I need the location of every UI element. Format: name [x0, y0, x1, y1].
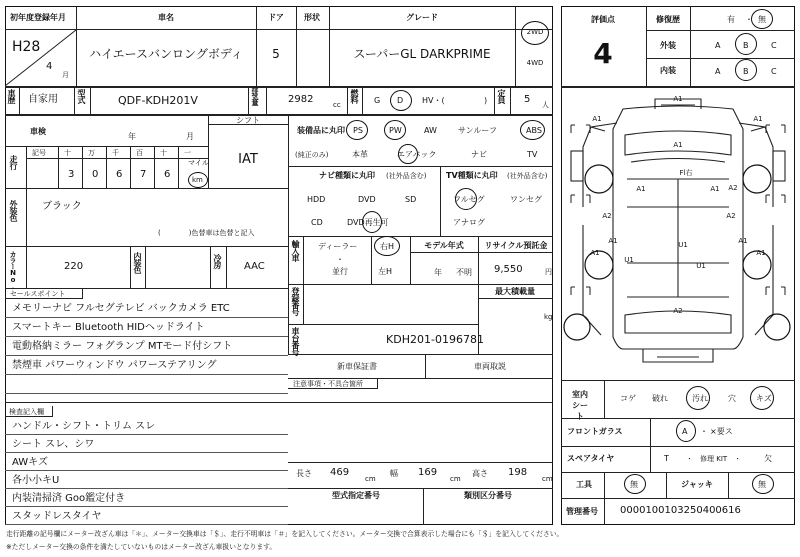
- in-lines-line: ハンドル・シフト・トリム スレ: [12, 421, 156, 432]
- diagram-mark: A1: [592, 115, 602, 123]
- diagram-mark: A1: [608, 237, 618, 245]
- tools-circle: [624, 474, 646, 494]
- equip-airbag: エアバック: [397, 150, 437, 159]
- chassis-label: 車台番号: [291, 327, 300, 355]
- scratch-circle: [750, 386, 774, 410]
- mileage-digit-1: 3: [68, 169, 75, 180]
- navi-sd: SD: [405, 195, 417, 204]
- reg-era: H28: [12, 39, 41, 55]
- disp-label: 排気量: [251, 87, 259, 105]
- seat-burn: コゲ: [620, 394, 636, 403]
- diagram-mark: A1: [710, 185, 720, 193]
- import-label: 輸入車: [291, 240, 300, 261]
- model-year-year: 年: [434, 268, 442, 277]
- navi-label: ナビ種類に丸印: [319, 171, 375, 180]
- mileage-header-1: 十: [64, 149, 71, 157]
- import-right: 右H: [380, 242, 395, 251]
- color-no: 220: [64, 261, 84, 272]
- windshield-label: フロントガラス: [567, 427, 623, 436]
- int-grade-c: C: [771, 67, 777, 76]
- mileage-unit-mile: マイル: [188, 159, 209, 167]
- equipment-sublabel: (純正のみ): [295, 151, 329, 159]
- inspection-label: 車検: [30, 127, 46, 136]
- equip-aw: AW: [424, 126, 437, 135]
- seat-stain: 汚れ: [692, 394, 708, 403]
- recycle-label: リサイクル預託金: [484, 241, 548, 250]
- selling-points-label: セールスポイント: [10, 290, 66, 298]
- mileage-header-6: 一: [184, 149, 191, 157]
- mileage-digit-3: 6: [116, 169, 123, 180]
- drive-4wd: 4WD: [526, 59, 544, 67]
- inspection-month: 月: [186, 132, 194, 141]
- shift-label: シフト: [236, 116, 260, 125]
- ac-value: AAC: [244, 261, 265, 272]
- reg-number-label: 登録番号: [291, 287, 300, 315]
- mileage-digit-4: 7: [140, 169, 147, 180]
- tv-oneseg: ワンセグ: [510, 195, 542, 204]
- abs-circle: [520, 120, 545, 140]
- color-no-label: カラーNo.: [9, 251, 17, 290]
- windshield-dot: ・: [700, 427, 708, 436]
- drive-2wd: 2WD: [526, 28, 544, 36]
- equip-abs: ABS: [526, 126, 542, 135]
- sp-lines-line: スマートキー Bluetooth HIDヘッドライト: [12, 322, 205, 333]
- exterior-value: ブラック: [42, 201, 82, 212]
- import-dealer: ディーラー: [318, 242, 358, 251]
- airbag-circle: [398, 144, 418, 164]
- mileage-header-4: 百: [136, 149, 143, 157]
- repair-label: 修復歴: [656, 15, 680, 24]
- score-value: 4: [593, 37, 613, 70]
- seat-tear: 破れ: [652, 394, 668, 403]
- tv-analog: アナログ: [453, 218, 485, 227]
- mileage-header-3: 千: [112, 149, 119, 157]
- navi-sub: (社外品含む): [386, 172, 427, 180]
- spare-label: スペアタイヤ: [567, 454, 615, 463]
- import-left: 左H: [378, 267, 393, 276]
- windshield-req: ×要ス: [710, 427, 733, 436]
- recycle-value: 9,550: [494, 264, 523, 275]
- length-value: 469: [330, 467, 350, 478]
- car-name: ハイエースバンロングボディ: [89, 47, 243, 61]
- tools-label: 工具: [576, 480, 592, 489]
- sp-lines-line: 禁煙車 パワーウィンドウ パワーステアリング: [12, 360, 217, 371]
- doors: 5: [272, 47, 280, 61]
- model-label: 型式: [77, 89, 86, 103]
- height-value: 198: [508, 467, 528, 478]
- mileage-unit-km: km: [192, 176, 203, 184]
- interior-color-label: 内装色: [133, 252, 142, 273]
- car-diagram: [561, 87, 795, 380]
- tv-label: TV種類に丸印: [446, 171, 498, 180]
- ext-grade-a: A: [715, 41, 721, 50]
- recycle-unit: 円: [545, 268, 552, 276]
- diagram-mark: A1: [636, 185, 646, 193]
- equip-tv: TV: [527, 150, 538, 159]
- diagram-mark: A2: [602, 212, 612, 220]
- fullseg-circle: [455, 188, 477, 210]
- mileage-header-5: 十: [160, 149, 167, 157]
- ext-grade-label: 外装: [660, 41, 676, 50]
- equip-ps: PS: [353, 126, 363, 135]
- repair-dot: ・: [745, 15, 753, 24]
- ps-circle: [346, 120, 368, 140]
- import-parallel: 並行: [332, 267, 348, 276]
- door-label: ドア: [268, 13, 284, 22]
- diagram-mark: A2: [673, 307, 683, 315]
- in-lines-line: 各小小キU: [12, 475, 60, 486]
- seat-scratch: キズ: [756, 394, 772, 403]
- tools-value: 無: [630, 480, 638, 489]
- tv-sub: (社外品含む): [507, 172, 548, 180]
- import-dash: ・: [336, 255, 344, 264]
- in-lines-line: 内装清掃済 Goo鑑定付き: [12, 493, 126, 504]
- repair-no-circle: [751, 9, 773, 29]
- equip-leather: 本革: [352, 150, 368, 159]
- cap-unit: 人: [542, 101, 549, 109]
- ac-label: 冷房: [213, 254, 222, 268]
- navi-cd: CD: [311, 218, 323, 227]
- model-value: QDF-KDH201V: [118, 94, 198, 107]
- right-hand-circle: [374, 236, 400, 256]
- new-warranty-label: 新車保証書: [337, 362, 377, 371]
- repair-no: 無: [758, 15, 766, 24]
- chassis-value: KDH201-0196781: [386, 333, 484, 346]
- windshield-a: A: [682, 427, 688, 436]
- mileage-header-0: 記号: [32, 149, 46, 157]
- width-unit: cm: [450, 475, 461, 483]
- in-lines-line: AWキズ: [12, 457, 48, 468]
- equip-navi: ナビ: [471, 150, 487, 159]
- equipment-label: 装備品に丸印: [297, 126, 345, 135]
- manage-value: 0000100103250400616: [620, 505, 741, 516]
- cap-value: 5: [524, 94, 531, 105]
- inspection-year: 年: [128, 132, 136, 141]
- reg-month: 4: [46, 61, 53, 72]
- equip-sunroof: サンルーフ: [458, 126, 497, 135]
- model-year-unknown: 不明: [456, 268, 472, 277]
- class-label: 車歴: [7, 89, 16, 103]
- sp-lines-line: 電動格納ミラー フォグランプ MTモード付シフト: [12, 341, 233, 352]
- repair-yes: 有: [727, 15, 735, 24]
- int-grade-label: 内装: [660, 66, 676, 75]
- diagram-mark: U1: [624, 256, 634, 264]
- class-number-label: 類別区分番号: [464, 491, 512, 500]
- diagram-mark: A1: [590, 249, 600, 257]
- in-lines-line: シート スレ、シワ: [12, 439, 95, 450]
- reg-year-label: 初年度登録年月: [10, 13, 66, 22]
- exterior-label: 外装色: [9, 200, 18, 221]
- diagram-mark: U1: [678, 241, 688, 249]
- interior-seat-label: 室内シート: [572, 390, 588, 421]
- shift-value: IAT: [238, 152, 258, 167]
- diagram-mark: A1: [673, 141, 683, 149]
- footer-line2: ※ただしメーター交換の条件を満たしていないものはメーター改ざん車扱いとなります。: [6, 543, 277, 551]
- model-spec-label: 型式指定番号: [332, 491, 380, 500]
- car-name-label: 車名: [158, 13, 174, 22]
- width-value: 169: [418, 467, 438, 478]
- ext-b-circle: [735, 33, 757, 55]
- tv-fullseg: フルセグ: [453, 195, 485, 204]
- spare-t: T: [664, 454, 669, 463]
- navi-dvd-play: DVD再生可: [347, 218, 389, 227]
- navi-dvd: DVD: [358, 195, 376, 204]
- class-value: 自家用: [28, 94, 58, 105]
- cap-label: 定員: [497, 89, 506, 103]
- ext-grade-b: B: [743, 41, 749, 50]
- jack-value: 無: [758, 480, 766, 489]
- fuel-g: G: [374, 96, 381, 105]
- notes-label: 注意事項・不具合箇所: [293, 380, 363, 388]
- score-label: 評価点: [591, 15, 615, 24]
- diagram-mark: A2: [726, 212, 736, 220]
- diagram-note: Fl右: [679, 169, 693, 177]
- disp-unit: cc: [333, 101, 341, 109]
- grade: スーパーGL DARKPRIME: [353, 47, 491, 61]
- in-lines-line: スタッドレスタイヤ: [12, 511, 102, 522]
- diagram-mark: A1: [756, 249, 766, 257]
- windshield-a-circle: [676, 420, 696, 442]
- spare-none: 欠: [764, 454, 772, 463]
- sp-lines-line: メモリーナビ フルセグテレビ バックカメラ ETC: [12, 303, 230, 314]
- stain-circle: [686, 386, 710, 410]
- diagram-mark: A1: [753, 115, 763, 123]
- int-grade-a: A: [715, 67, 721, 76]
- diagram-mark: A2: [728, 184, 738, 192]
- fuel-d: D: [397, 96, 404, 105]
- seat-hole: 穴: [728, 394, 736, 403]
- length-label: 長さ: [296, 469, 312, 478]
- navi-hdd: HDD: [307, 195, 326, 204]
- fuel-close: ): [484, 96, 488, 105]
- manual-label: 車両取説: [474, 362, 506, 371]
- int-grade-b: B: [743, 67, 749, 76]
- int-b-circle: [735, 59, 757, 81]
- jack-circle: [752, 474, 774, 494]
- footer-line1: 走行距離の記号欄にメーター改ざん車は「＊」、メーター交換車は「＄」、走行不明車は「＃」を記入してください。メーター交換で合算表示した場合にも「＄」を記入してください。: [6, 530, 564, 538]
- max-load-label: 最大積載量: [495, 287, 535, 296]
- equip-pw: PW: [389, 126, 402, 135]
- height-label: 高さ: [472, 469, 488, 478]
- width-label: 幅: [390, 469, 398, 478]
- model-year-label: モデル年式: [424, 241, 464, 250]
- mileage-header-2: 万: [88, 149, 95, 157]
- shape-label: 形状: [304, 13, 320, 22]
- diagram-mark: A1: [673, 95, 683, 103]
- reg-month-unit: 月: [62, 71, 69, 79]
- pw-circle: [384, 120, 406, 140]
- mileage-digit-5: 6: [164, 169, 171, 180]
- diagram-mark: U1: [696, 262, 706, 270]
- inspector-notes-label: 検査記入欄: [9, 408, 44, 416]
- spare-kit: ・ 修理 KIT ・: [686, 455, 742, 463]
- jack-label: ジャッキ: [681, 480, 713, 489]
- grade-label: グレード: [406, 13, 438, 22]
- manage-label: 管理番号: [566, 507, 598, 516]
- exterior-note: ( )色替車は色替と記入: [158, 229, 255, 237]
- fuel-label: 燃料: [350, 89, 359, 103]
- mileage-label: 走行: [9, 155, 18, 169]
- fuel-hv: HV・(: [422, 96, 445, 105]
- ext-grade-c: C: [771, 41, 777, 50]
- disp-value: 2982: [288, 94, 314, 105]
- diagram-mark: A1: [738, 237, 748, 245]
- length-unit: cm: [365, 475, 376, 483]
- dvd-play-circle: [362, 211, 382, 233]
- max-load-unit: kg: [544, 313, 553, 321]
- mileage-digit-2: 0: [92, 169, 99, 180]
- height-unit: cm: [542, 475, 553, 483]
